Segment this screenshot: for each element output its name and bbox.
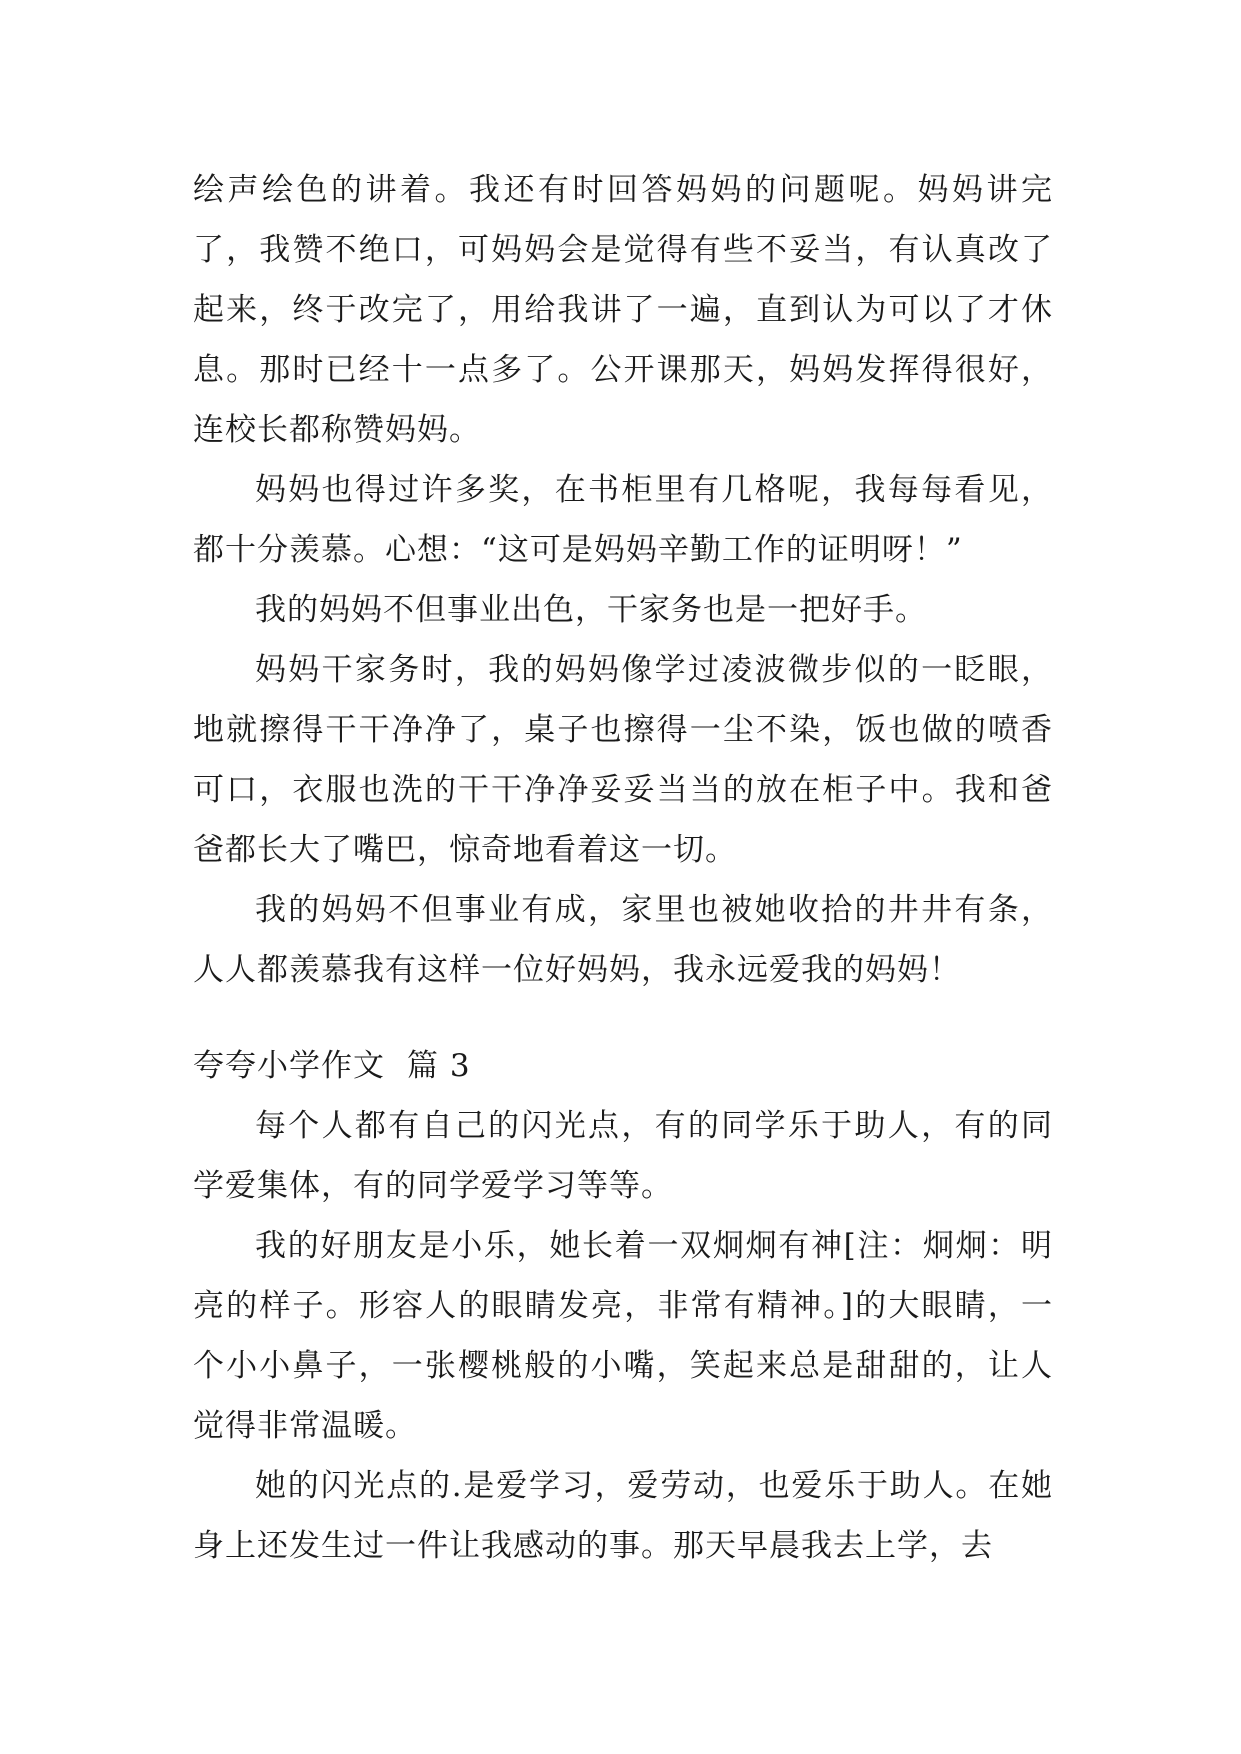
- paragraph-conclusion: 我的妈妈不但事业有成，家里也被她收拾的井井有条，人人都羡慕我有这样一位好妈妈，我永远爱我的妈妈！: [193, 892, 1053, 988]
- paragraph-continuation: 绘声绘色的讲着。我还有时回答妈妈的问题呢。妈妈讲完了，我赞不绝口，可妈妈会是觉得有些不妥当，有认真改了起来，终于改完了，用给我讲了一遍，直到认为可以了才休息。那时已经十一点多了。公开课那天，妈妈发挥得很好，连校长都称赞妈妈。: [193, 172, 1053, 448]
- paragraph-highlights: 每个人都有自己的闪光点，有的同学乐于助人，有的同学爱集体，有的同学爱学习等等。: [193, 1108, 1053, 1204]
- paragraph-housework-intro: 我的妈妈不但事业出色，干家务也是一把好手。: [255, 592, 927, 628]
- section-heading: [193, 1036, 1053, 1096]
- document-page: [193, 160, 1053, 1576]
- paragraph-housework-detail: 妈妈干家务时，我的妈妈像学过凌波微步似的一眨眼，地就擦得干干净净了，桌子也擦得一尘不染，饭也做的喷香可口，衣服也洗的干干净净妥妥当当的放在柜子中。我和爸爸都长大了嘴巴，惊奇地看着这一切。: [193, 652, 1053, 868]
- section-number: 篇 3: [407, 1048, 471, 1084]
- paragraph-friend-description: 我的好朋友是小乐，她长着一双炯炯有神[注：炯炯：明亮的样子。形容人的眼睛发亮，非常有精神。]的大眼睛，一个小小鼻子，一张樱桃般的小嘴，笑起来总是甜甜的，让人觉得非常温暖。: [193, 1228, 1053, 1444]
- paragraph-awards: 妈妈也得过许多奖，在书柜里有几格呢，我每每看见，都十分羡慕。心想：“这可是妈妈辛勤工作的证明呀！”: [193, 472, 1053, 568]
- paragraph-friend-story: 她的闪光点的.是爱学习，爱劳动，也爱乐于助人。在她身上还发生过一件让我感动的事。那天早晨我去上学，去: [193, 1468, 1053, 1564]
- section-title: 夸夸小学作文: [193, 1048, 385, 1084]
